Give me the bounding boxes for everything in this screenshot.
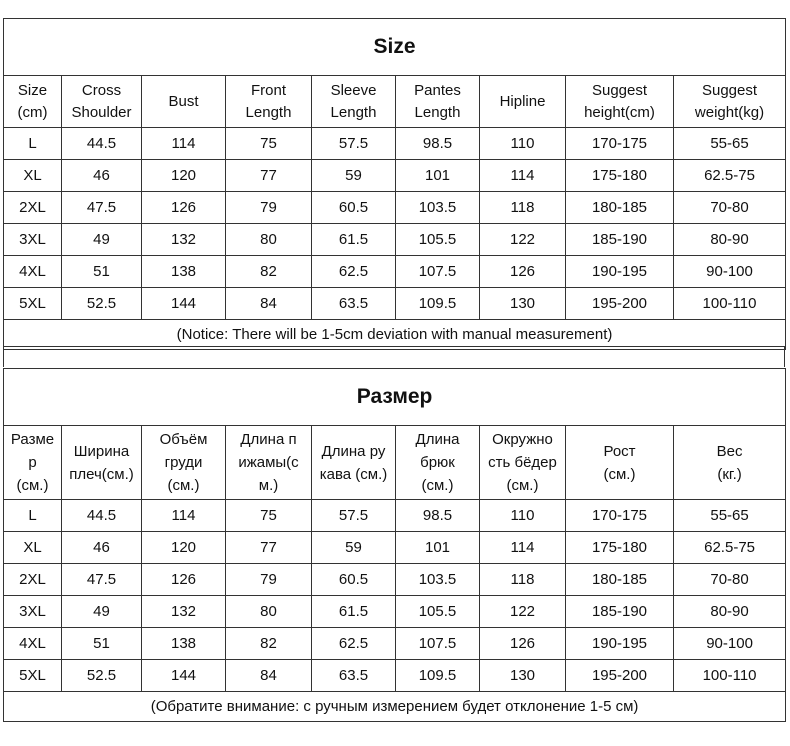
header-cell: Front Length [226,76,312,128]
measurement-cell: 100-110 [674,288,786,320]
measurement-cell: 122 [480,224,566,256]
measurement-cell: 62.5-75 [674,160,786,192]
measurement-cell: 57.5 [312,500,396,532]
size-label-cell: 2XL [4,192,62,224]
measurement-cell: 138 [142,256,226,288]
measurement-cell: 70-80 [674,192,786,224]
measurement-cell: 62.5-75 [674,532,786,564]
measurement-cell: 126 [480,628,566,660]
measurement-cell: 138 [142,628,226,660]
measurement-cell: 84 [226,660,312,692]
header-cell: Sleeve Length [312,76,396,128]
measurement-cell: 122 [480,596,566,628]
measurement-cell: 110 [480,500,566,532]
measurement-cell: 126 [142,192,226,224]
table-row [4,532,786,564]
notice-text: (Notice: There will be 1-5cm deviation with manual measurement) [4,320,786,350]
header-cell: Вес (кг.) [674,426,786,500]
header-cell: Pantes Length [396,76,480,128]
header-cell: Рост (см.) [566,426,674,500]
size-label-cell: 5XL [4,660,62,692]
table-row [4,500,786,532]
table-row [4,256,786,288]
measurement-cell: 130 [480,660,566,692]
notice-text: (Обратите внимание: с ручным измерением будет отклонение 1-5 см) [4,692,786,722]
header-cell: Длина брюк (см.) [396,426,480,500]
measurement-cell: 144 [142,288,226,320]
measurement-cell: 59 [312,160,396,192]
measurement-cell: 195-200 [566,660,674,692]
measurement-cell: 132 [142,596,226,628]
measurement-cell: 77 [226,160,312,192]
measurement-cell: 109.5 [396,660,480,692]
measurement-cell: 118 [480,564,566,596]
table-title: Размер [4,369,786,426]
measurement-cell: 49 [62,596,142,628]
header-cell: Разме р (см.) [4,426,62,500]
table-row [4,628,786,660]
size-label-cell: 4XL [4,628,62,660]
measurement-cell: 126 [480,256,566,288]
measurement-cell: 180-185 [566,192,674,224]
measurement-cell: 55-65 [674,128,786,160]
size-label-cell: XL [4,532,62,564]
table-row [4,192,786,224]
measurement-cell: 52.5 [62,660,142,692]
header-cell: Size (cm) [4,76,62,128]
header-cell: Hipline [480,76,566,128]
measurement-cell: 49 [62,224,142,256]
measurement-cell: 44.5 [62,500,142,532]
measurement-cell: 103.5 [396,192,480,224]
table-row [4,224,786,256]
measurement-cell: 46 [62,532,142,564]
measurement-cell: 132 [142,224,226,256]
header-cell: Cross Shoulder [62,76,142,128]
measurement-cell: 46 [62,160,142,192]
measurement-cell: 107.5 [396,628,480,660]
measurement-cell: 118 [480,192,566,224]
measurement-cell: 79 [226,192,312,224]
measurement-cell: 114 [142,128,226,160]
size-label-cell: 2XL [4,564,62,596]
measurement-cell: 75 [226,500,312,532]
measurement-cell: 195-200 [566,288,674,320]
measurement-cell: 190-195 [566,628,674,660]
measurement-cell: 114 [480,532,566,564]
measurement-cell: 82 [226,628,312,660]
size-label-cell: XL [4,160,62,192]
measurement-cell: 175-180 [566,532,674,564]
measurement-cell: 114 [480,160,566,192]
table-spacer [3,346,785,367]
measurement-cell: 61.5 [312,596,396,628]
measurement-cell: 109.5 [396,288,480,320]
table-row [4,288,786,320]
size-label-cell: L [4,500,62,532]
measurement-cell: 170-175 [566,500,674,532]
measurement-cell: 90-100 [674,256,786,288]
measurement-cell: 51 [62,256,142,288]
measurement-cell: 62.5 [312,628,396,660]
measurement-cell: 75 [226,128,312,160]
measurement-cell: 185-190 [566,596,674,628]
measurement-cell: 98.5 [396,500,480,532]
measurement-cell: 47.5 [62,192,142,224]
measurement-cell: 77 [226,532,312,564]
measurement-cell: 170-175 [566,128,674,160]
header-cell: Длина ру кава (см.) [312,426,396,500]
measurement-cell: 55-65 [674,500,786,532]
measurement-cell: 52.5 [62,288,142,320]
measurement-cell: 180-185 [566,564,674,596]
measurement-cell: 60.5 [312,564,396,596]
header-cell: Suggest weight(kg) [674,76,786,128]
size-label-cell: 3XL [4,224,62,256]
table-row [4,596,786,628]
measurement-cell: 103.5 [396,564,480,596]
measurement-cell: 57.5 [312,128,396,160]
measurement-cell: 80-90 [674,596,786,628]
measurement-cell: 105.5 [396,224,480,256]
measurement-cell: 84 [226,288,312,320]
measurement-cell: 100-110 [674,660,786,692]
table-row [4,128,786,160]
measurement-cell: 101 [396,160,480,192]
size-table-english [3,18,786,350]
measurement-cell: 144 [142,660,226,692]
measurement-cell: 70-80 [674,564,786,596]
header-cell: Suggest height(cm) [566,76,674,128]
measurement-cell: 190-195 [566,256,674,288]
measurement-cell: 59 [312,532,396,564]
size-label-cell: 5XL [4,288,62,320]
measurement-cell: 120 [142,160,226,192]
measurement-cell: 80 [226,224,312,256]
measurement-cell: 185-190 [566,224,674,256]
measurement-cell: 62.5 [312,256,396,288]
header-cell: Объём груди (см.) [142,426,226,500]
measurement-cell: 80 [226,596,312,628]
header-cell: Окружно сть бёдер (см.) [480,426,566,500]
measurement-cell: 130 [480,288,566,320]
measurement-cell: 61.5 [312,224,396,256]
table-row [4,160,786,192]
measurement-cell: 51 [62,628,142,660]
measurement-cell: 79 [226,564,312,596]
table-title: Size [4,19,786,76]
measurement-cell: 63.5 [312,660,396,692]
measurement-cell: 101 [396,532,480,564]
measurement-cell: 60.5 [312,192,396,224]
measurement-cell: 82 [226,256,312,288]
header-cell: Bust [142,76,226,128]
measurement-cell: 90-100 [674,628,786,660]
measurement-cell: 63.5 [312,288,396,320]
header-cell: Ширина плеч(см.) [62,426,142,500]
size-label-cell: 4XL [4,256,62,288]
table-row [4,660,786,692]
header-cell: Длина п ижамы(с м.) [226,426,312,500]
table-row [4,564,786,596]
measurement-cell: 126 [142,564,226,596]
size-label-cell: L [4,128,62,160]
measurement-cell: 107.5 [396,256,480,288]
measurement-cell: 47.5 [62,564,142,596]
measurement-cell: 105.5 [396,596,480,628]
measurement-cell: 120 [142,532,226,564]
measurement-cell: 98.5 [396,128,480,160]
size-table-russian [3,368,786,722]
measurement-cell: 175-180 [566,160,674,192]
measurement-cell: 114 [142,500,226,532]
measurement-cell: 80-90 [674,224,786,256]
size-label-cell: 3XL [4,596,62,628]
measurement-cell: 44.5 [62,128,142,160]
measurement-cell: 110 [480,128,566,160]
